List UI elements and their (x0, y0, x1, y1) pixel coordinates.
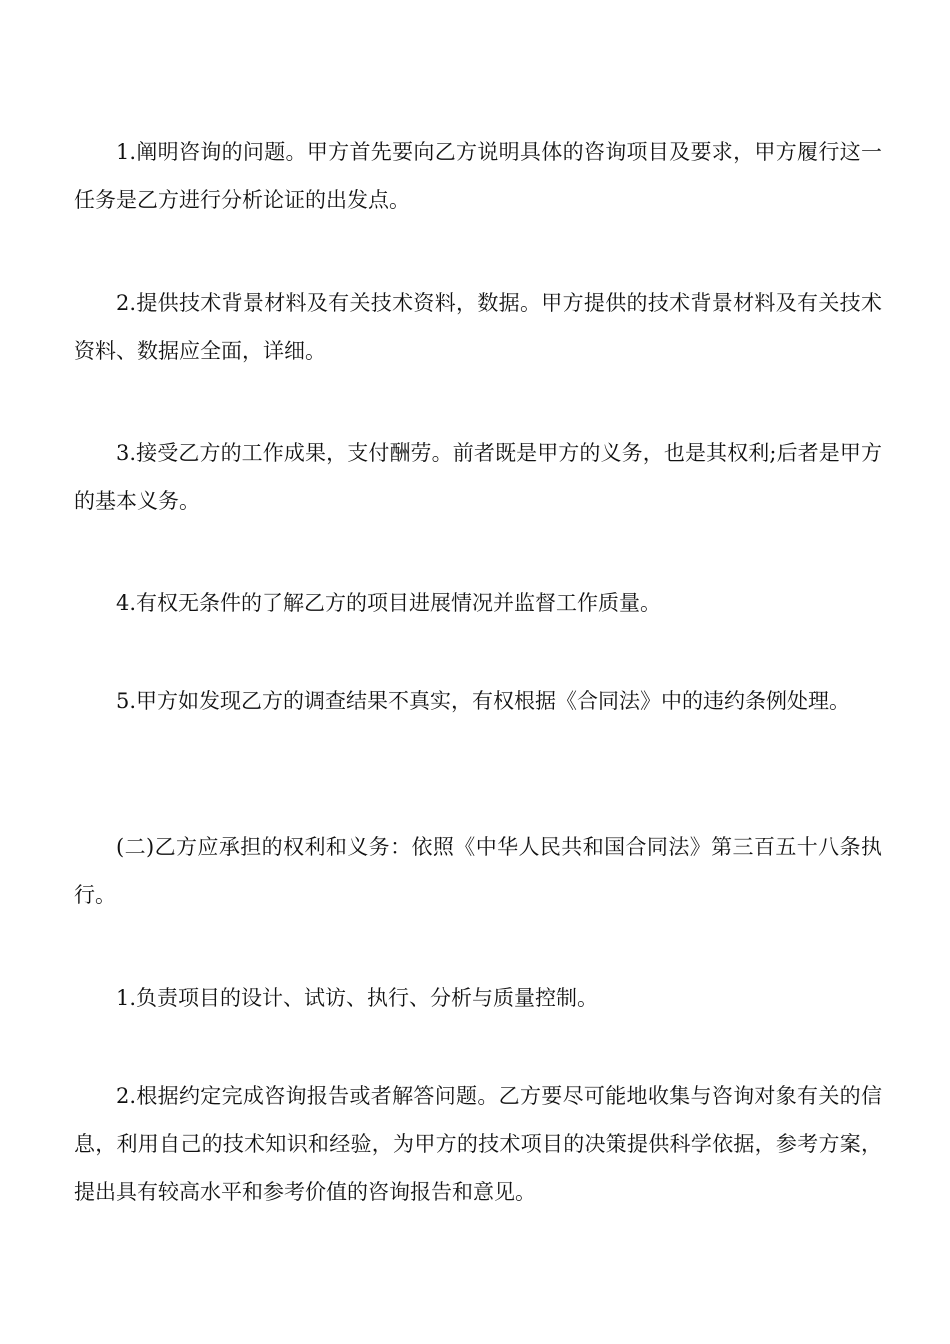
section-heading-contractor-rights: (二)乙方应承担的权利和义务：依照《中华人民共和国合同法》第三百五十八条执行。 (74, 835, 882, 907)
paragraph-contractor-duty-2: 2.根据约定完成咨询报告或者解答问题。乙方要尽可能地收集与咨询对象有关的信息，利用自己的技术知识和经验，为甲方的技术项目的决策提供科学依据，参考方案，提出具有较高水平和参考价值的咨询报告和意见。 (74, 1084, 882, 1204)
paragraph-contractor-duty-1: 1.负责项目的设计、试访、执行、分析与质量控制。 (116, 986, 599, 1010)
paragraph-client-duty-4: 4.有权无条件的了解乙方的项目进展情况并监督工作质量。 (116, 591, 662, 615)
paragraph-client-duty-1: 1.阐明咨询的问题。甲方首先要向乙方说明具体的咨询项目及要求，甲方履行这一任务是乙方进行分析论证的出发点。 (74, 140, 882, 212)
paragraph-client-duty-2: 2.提供技术背景材料及有关技术资料，数据。甲方提供的技术背景材料及有关技术资料、数据应全面，详细。 (74, 291, 882, 363)
paragraph-client-duty-5: 5.甲方如发现乙方的调查结果不真实，有权根据《合同法》中的违约条例处理。 (116, 689, 851, 713)
paragraph-client-duty-3: 3.接受乙方的工作成果，支付酬劳。前者既是甲方的义务，也是其权利;后者是甲方的基本义务。 (74, 441, 882, 513)
